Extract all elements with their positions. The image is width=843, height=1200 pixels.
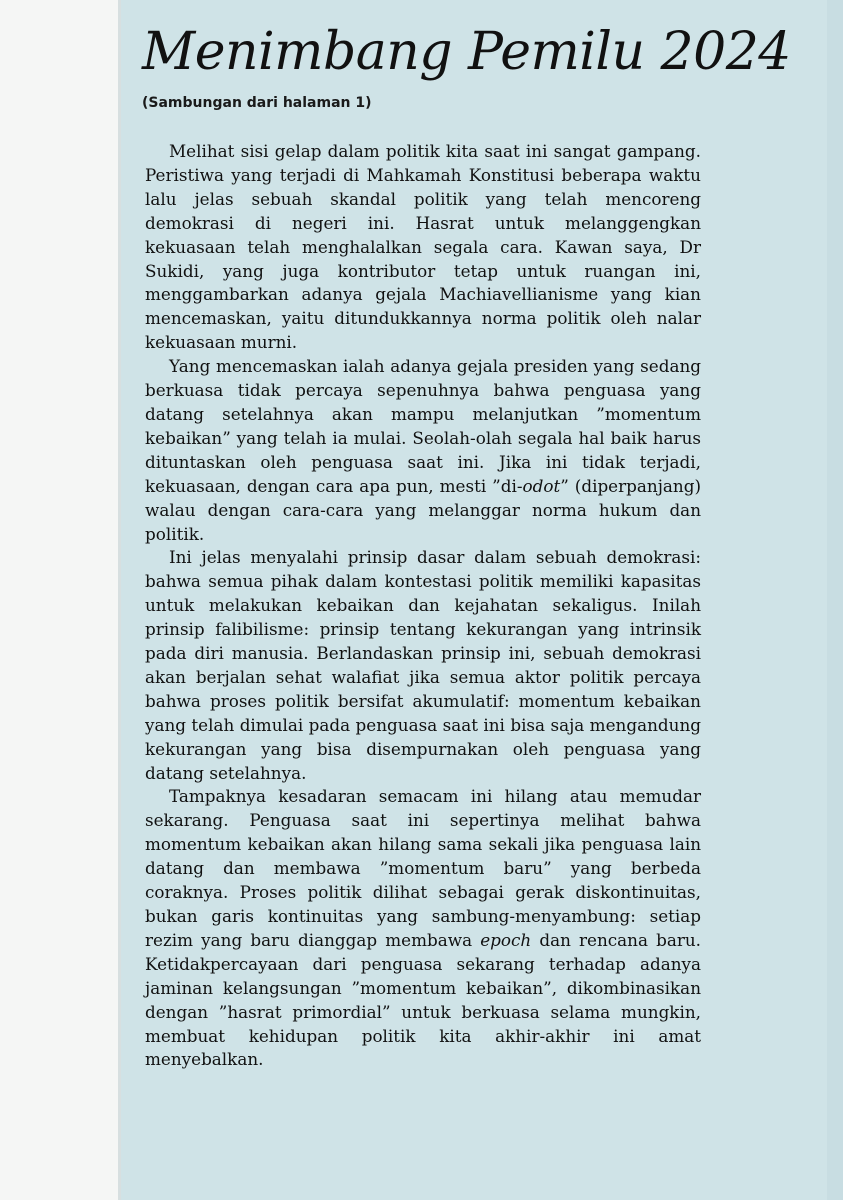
paragraph: Melihat sisi gelap dalam politik kita saat ini sangat gampang. Peristiwa yang terjadi di Mahkamah Konstitusi beberapa waktu lalu jelas sebuah skandal politik yang telah mencoreng demokrasi di negeri ini. Hasrat untuk melanggengkan kekuasaan telah menghalalkan segala cara. Kawan saya, Dr Sukidi, yang juga kontributor tetap untuk ruangan ini, menggambarkan adanya gejala Machiavellianisme yang kian mencemaskan, yaitu ditundukkannya norma politik oleh nalar kekuasaan murni.	[145, 141, 701, 353]
paragraph: Ini jelas menyalahi prinsip dasar dalam sebuah demokrasi: bahwa semua pihak dalam kontestasi politik memiliki kapasitas untuk melakukan kebaikan dan kejahatan sekaligus. Inilah prinsip falibilisme: prinsip tentang kekurangan yang intrinsik pada diri manusia. Berlandaskan prinsip ini, sebuah demokrasi akan berjalan sehat walafiat jika semua aktor politik percaya bahwa proses politik bersifat akumulatif: momentum kebaikan yang telah dimulai pada penguasa saat ini bisa saja mengandung kekurangan yang bisa disempurnakan oleh penguasa yang datang setelahnya.	[145, 547, 701, 783]
article-body	[145, 140, 701, 1072]
panel-edge	[827, 0, 843, 1200]
article-title: Menimbang Pemilu 2024	[142, 22, 791, 82]
paragraph: Tampaknya kesadaran semacam ini hilang atau memudar sekarang. Penguasa saat ini sepertinya melihat bahwa momentum kebaikan akan hilang sama sekali jika penguasa lain datang dan membawa ”momentum baru” yang berbeda coraknya. Proses politik dilihat sebagai gerak diskontinuitas, bukan garis kontinuitas yang sambung-menyambung: setiap rezim yang baru dianggap membawa epoch dan rencana baru. Ketidakpercayaan dari penguasa sekarang terhadap adanya jaminan kelangsungan ”momentum kebaikan”, dikombinasikan dengan ”hasrat primordial” untuk berkuasa selama mungkin, membuat kehidupan politik kita akhir-akhir ini amat menyebalkan.	[145, 786, 701, 1070]
watermark	[706, 20, 736, 1100]
continuation-note: (Sambungan dari halaman 1)	[142, 95, 372, 111]
paragraph: Yang mencemaskan ialah adanya gejala presiden yang sedang berkuasa tidak percaya sepenuhnya bahwa penguasa yang datang setelahnya akan mampu melanjutkan ”momentum kebaikan” yang telah ia mulai. Seolah-olah segala hal baik harus dituntaskan oleh penguasa saat ini. Jika ini tidak terjadi, kekuasaan, dengan cara apa pun, mesti ”di-odot” (diperpanjang) walau dengan cara-cara yang melanggar norma hukum dan politik.	[145, 356, 701, 544]
page-margin	[0, 0, 118, 1200]
